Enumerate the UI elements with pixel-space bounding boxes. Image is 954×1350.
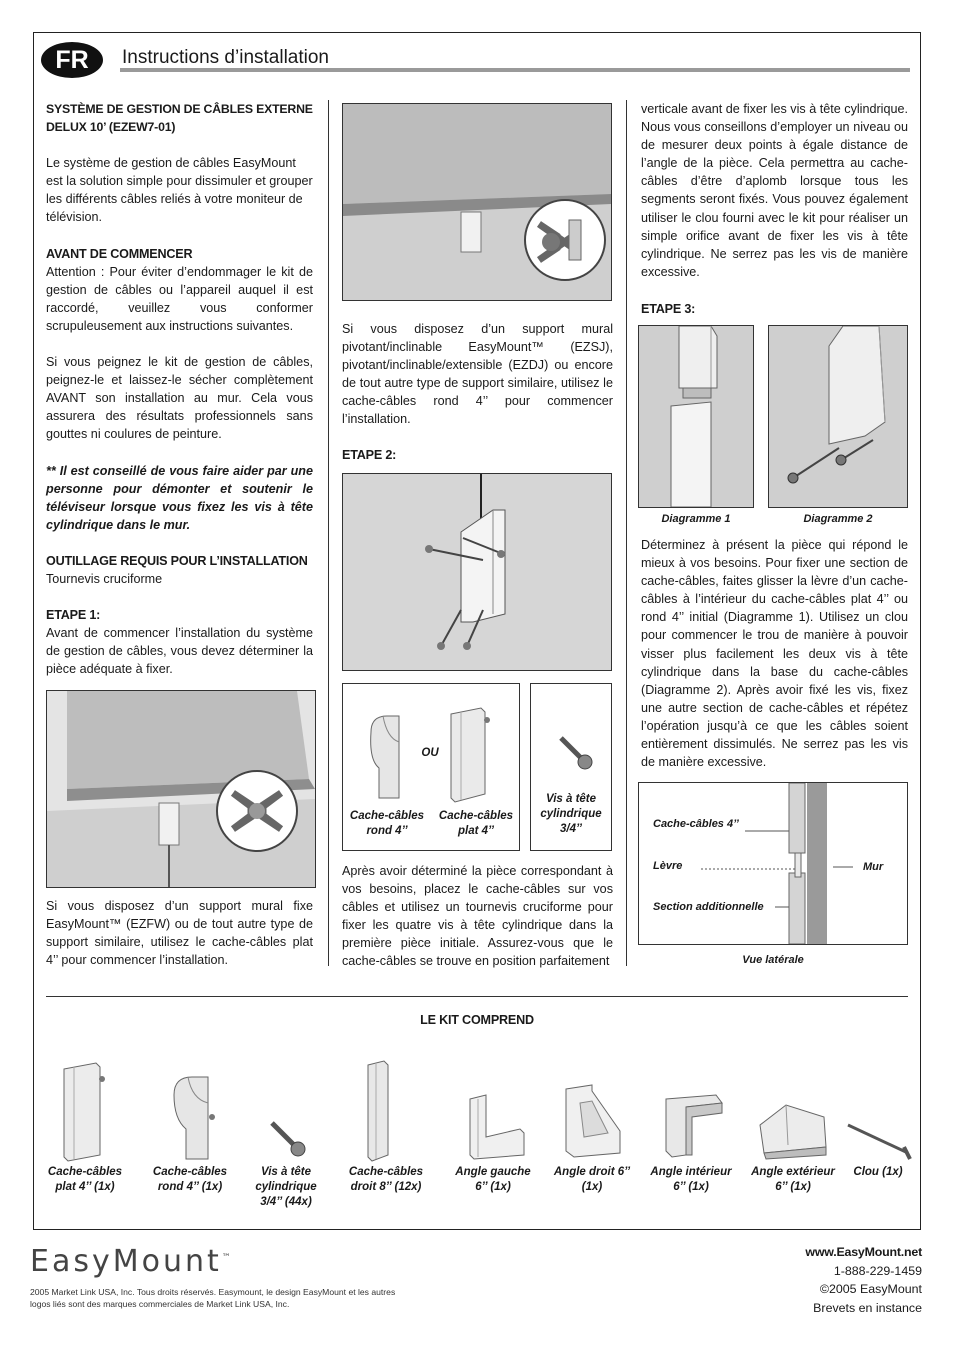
legal-text: 2005 Market Link USA, Inc. Tous droits réservés. Easymount, le design EasyMount et les autres logos liés sont des marques commerciales de Market Link USA, Inc. (30, 1287, 396, 1309)
kit-item-straight-cover (344, 1055, 428, 1195)
intro-text: Le système de gestion de câbles EasyMount est la solution simple pour dissimuler et grouper les différents câbles reliés à votre moniteur de télévision. (46, 156, 313, 225)
right-angle-icon (552, 1055, 632, 1165)
advice-text: ** Il est conseillé de vous faire aider par une personne pour démonter et soutenir le téléviseur lorsque vous fixez les vis à tête cylindrique dans le mur. (46, 463, 313, 532)
kit-label-screw: Vis à tête cylindrique 3/4’’ (44x) (255, 1166, 317, 1208)
kit-label-round-cover: Cache-câbles rond 4’’ (1x) (152, 1166, 228, 1193)
screw-caption: Vis à tête cylindrique 3/4’’ (540, 793, 602, 835)
column-separator-2 (626, 100, 627, 966)
or-label: OU (421, 747, 439, 759)
cover-options-box (342, 683, 520, 851)
kit-item-inner-angle (646, 1055, 736, 1195)
diagram-1-caption: Diagramme 1 (661, 513, 731, 525)
nail-icon (842, 1055, 914, 1165)
before-text: Attention : Pour éviter d’endommager le kit de gestion de câbles ou l’appareil auquel il est raccordé, veuillez vous conformer scrupuleusement aux instructions suivantes. (46, 264, 313, 333)
kit-label-nail: Clou (1x) (853, 1166, 903, 1178)
side-label-cover: Cache-câbles 4’’ (653, 818, 739, 830)
kit-item-right-angle (552, 1055, 632, 1195)
kit-item-left-angle (448, 1055, 538, 1195)
screw-icon (246, 1055, 326, 1165)
kit-item-screw (246, 1055, 326, 1210)
continued-text: verticale avant de fixer les vis à tête cylindrique. Nous vous conseillons d’employer un niveau ou de mesurer deux points à égale distance de l’angle de la pièce. Cela permettra au cache-câbles d’être d’aplomb lorsque tous les segments seront fixés. Vous pouvez également utiliser le clou fourni avec le kit pour réaliser un simple orifice avant de fixer les vis à tête cylindrique. Ne serrez pas les vis de manière excessive. (641, 102, 908, 279)
kit-item-nail (842, 1055, 914, 1180)
pivot-text: Si vous disposez d’un support mural pivotant/inclinable EasyMount™ (EZSJ), pivotant/inclinable/extensible (EZDJ) ou encore de tout autre type de support similaire, utilisez le cache-câbles rond 4’’ pour commencer l’installation. (342, 322, 613, 427)
kit-label-right-angle: Angle droit 6’’ (1x) (553, 1166, 631, 1193)
copyright-text: ©2005 EasyMount (819, 1282, 922, 1296)
kit-item-round-cover (146, 1055, 234, 1195)
side-label-section: Section additionnelle (653, 901, 764, 913)
after-text: Après avoir déterminé la pièce correspondant à vos besoins, placez le cache-câbles sur vos câbles et utilisez un tournevis cruciforme pour fixer les quatre vis à tête cylindrique dans la première pièce initiale. Assurez-vous que le cache-câbles se trouve en position parfaitement (342, 864, 613, 969)
kit-label-outer-angle: Angle extérieur 6’’ (1x) (751, 1166, 835, 1193)
side-view-diagram (638, 782, 908, 945)
page-title: Instructions d’installation (122, 47, 329, 68)
language-badge: FR (41, 42, 103, 78)
diagram-2 (768, 325, 908, 508)
step2-illustration (342, 473, 612, 671)
screw-box (530, 683, 612, 851)
side-label-lip: Lèvre (653, 860, 683, 872)
round-cover-icon (146, 1055, 234, 1165)
inner-angle-icon (646, 1055, 736, 1165)
tools-text: Tournevis cruciforme (46, 571, 163, 586)
diagram-1 (638, 325, 754, 508)
before-heading: AVANT DE COMMENCER (46, 246, 193, 261)
step3-heading: ETAPE 3: (641, 302, 696, 316)
column-separator-1 (328, 100, 329, 966)
easymount-logo (30, 1244, 231, 1279)
straight-cover-icon (344, 1055, 428, 1165)
fixed-mount-text: Si vous disposez d’un support mural fixe EasyMount™ (EZFW) ou de tout autre type de support similaire, utilisez le cache-câbles plat 4’’ pour commencer l’installation. (46, 899, 313, 968)
paint-text: Si vous peignez le kit de gestion de câbles, peignez-le et laissez-le sécher complètement AVANT son installation au mur. Cela vous assurera des résultats professionnels sans gouttes ni coulures de peinture. (46, 355, 313, 442)
flat-cover-icon (40, 1055, 130, 1165)
kit-label-inner-angle: Angle intérieur 6’’ (1x) (650, 1166, 732, 1193)
step1-text: Avant de commencer l’installation du système de gestion de câbles, vous devez déterminer la pièce adéquate à fixer. (46, 626, 313, 677)
diagram-2-caption: Diagramme 2 (803, 513, 873, 525)
column-1 (46, 100, 313, 678)
kit-items (40, 1055, 920, 1225)
product-title: SYSTÈME DE GESTION DE CÂBLES EXTERNE DELUX 10’ (EZEW7-01) (46, 102, 313, 135)
kit-label-straight-cover: Cache-câbles droit 8’’ (12x) (348, 1166, 424, 1193)
kit-rule (46, 996, 908, 997)
step3-text: Déterminez à présent la pièce qui répond le mieux à vos besoins. Pour fixer une section de cache-câbles, faites glisser la lèvre d’un cache-câbles à l’intérieur du cache-câbles plat 4’’ ou rond 4’’ initial (Diagramme 1). Utilisez un clou pour commencer le trou de manière à pouvoir visser plus facilement les deux vis à tête cylindrique dans la base du cache-câbles (Diagramme 2). Après avoir fixé les vis, fixez une autre section de cache-câbles et répétez l’opération jusqu’à ce que les câbles soient entièrement dissimulés. Ne serrez pas les vis de manière excessive. (641, 538, 908, 770)
kit-item-flat-cover (40, 1055, 130, 1195)
title-rule (120, 68, 910, 72)
side-label-wall: Mur (863, 861, 884, 873)
step2-heading: ETAPE 2: (342, 448, 397, 462)
round-cover-caption: Cache-câbles rond 4’’ (349, 810, 425, 837)
flat-cover-caption: Cache-câbles plat 4’’ (438, 810, 514, 837)
step1-heading: ETAPE 1: (46, 608, 101, 623)
kit-heading: LE KIT COMPREND (420, 1013, 534, 1027)
website-link[interactable]: www.EasyMount.net (805, 1245, 922, 1259)
trademark-mark: ™ (221, 1253, 231, 1263)
kit-item-outer-angle (748, 1055, 838, 1195)
side-view-caption: Vue latérale (742, 954, 804, 966)
swivel-mount-illustration (342, 103, 612, 301)
kit-label-flat-cover: Cache-câbles plat 4’’ (1x) (47, 1166, 123, 1193)
left-angle-icon (448, 1055, 538, 1165)
fixed-mount-illustration (46, 690, 316, 888)
tools-heading: OUTILLAGE REQUIS POUR L’INSTALLATION (46, 553, 308, 568)
footer-contact (805, 1243, 922, 1317)
phone-number: 1-888-229-1459 (833, 1263, 922, 1278)
logo-text: EasyMount (30, 1244, 222, 1279)
patent-text: Brevets en instance (813, 1300, 922, 1315)
kit-label-left-angle: Angle gauche 6’’ (1x) (455, 1166, 531, 1193)
outer-angle-icon (748, 1055, 838, 1165)
